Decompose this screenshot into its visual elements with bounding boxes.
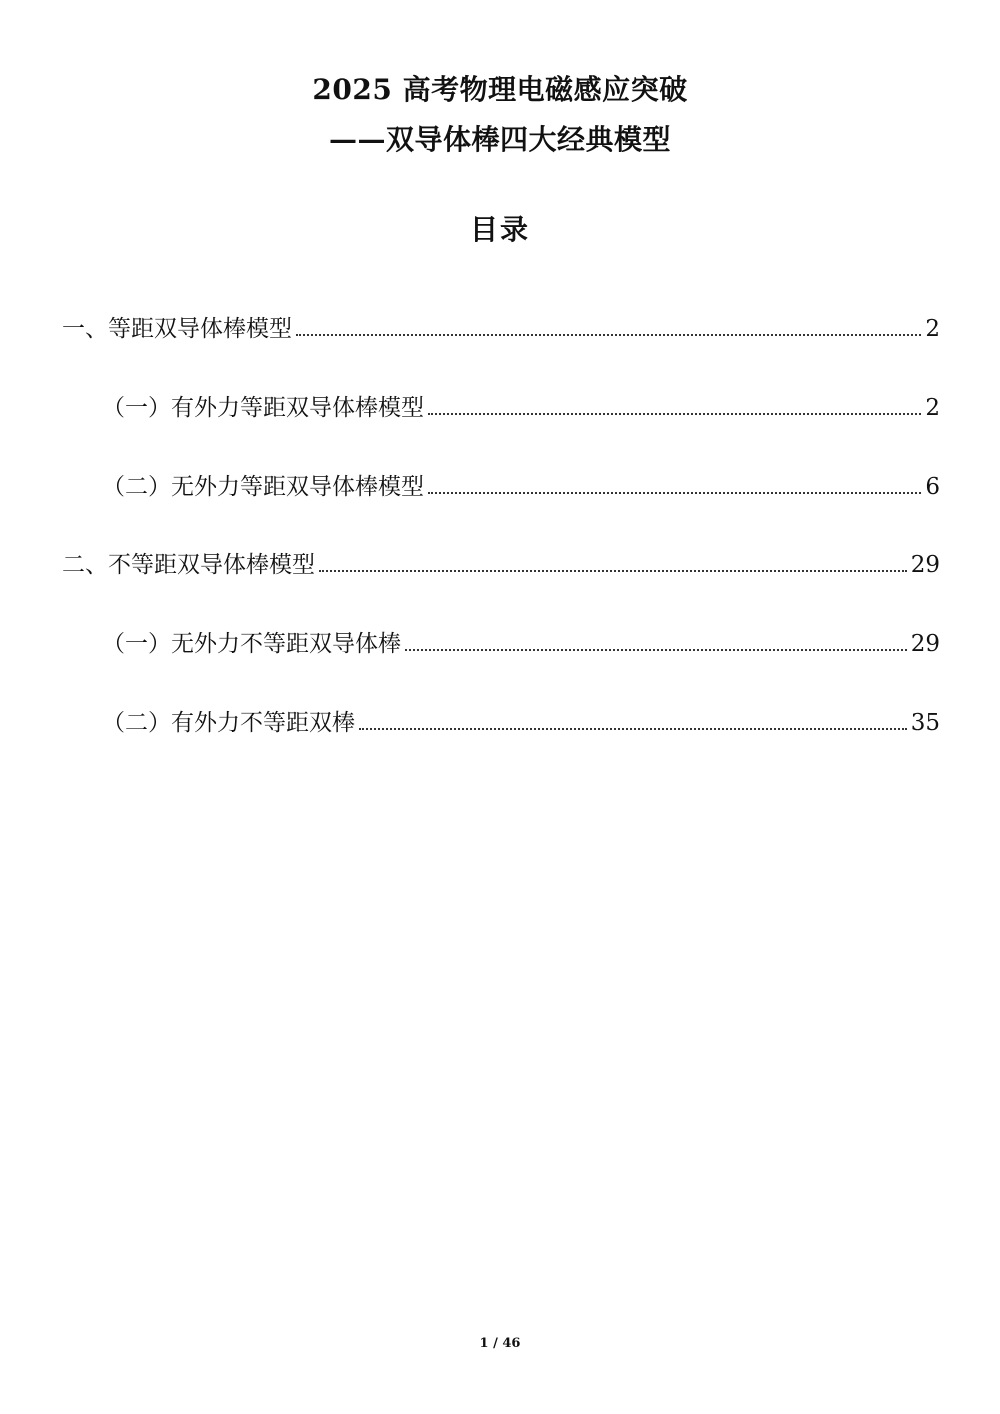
toc-page-number: 2 <box>925 395 940 421</box>
toc-entry-label: （二）无外力等距双导体棒模型 <box>102 474 424 500</box>
toc-page-number: 2 <box>925 316 940 342</box>
toc-dot-leader <box>428 413 921 415</box>
toc-page-number: 6 <box>925 474 940 500</box>
toc-dot-leader <box>428 492 921 494</box>
toc-page-number: 35 <box>910 710 940 736</box>
toc-entry[interactable] <box>102 458 940 502</box>
toc-entry-label: （二）有外力不等距双棒 <box>102 710 355 736</box>
toc-entry[interactable] <box>102 694 940 738</box>
toc-entry-label: 二、不等距双导体棒模型 <box>62 552 315 578</box>
toc-heading: 目录 <box>469 213 530 246</box>
toc-entry-label: （一）无外力不等距双导体棒 <box>102 631 401 657</box>
toc-entry[interactable] <box>62 300 940 344</box>
document-title-line-1: 2025 高考物理电磁感应突破 <box>312 73 688 106</box>
toc-dot-leader <box>319 570 907 572</box>
page-footer-number: 1 / 46 <box>479 1336 521 1351</box>
toc-page-number: 29 <box>910 552 940 578</box>
toc-entry[interactable] <box>62 536 940 580</box>
toc-page-number: 29 <box>910 631 940 657</box>
toc-dot-leader <box>296 334 921 336</box>
document-title-line-2: ——双导体棒四大经典模型 <box>328 123 671 156</box>
toc-entry-label: 一、等距双导体棒模型 <box>62 316 292 342</box>
toc-dot-leader <box>405 649 907 651</box>
toc-entry[interactable] <box>102 615 940 659</box>
toc-entry[interactable] <box>102 379 940 423</box>
toc-dot-leader <box>359 728 907 730</box>
toc-entry-label: （一）有外力等距双导体棒模型 <box>102 395 424 421</box>
